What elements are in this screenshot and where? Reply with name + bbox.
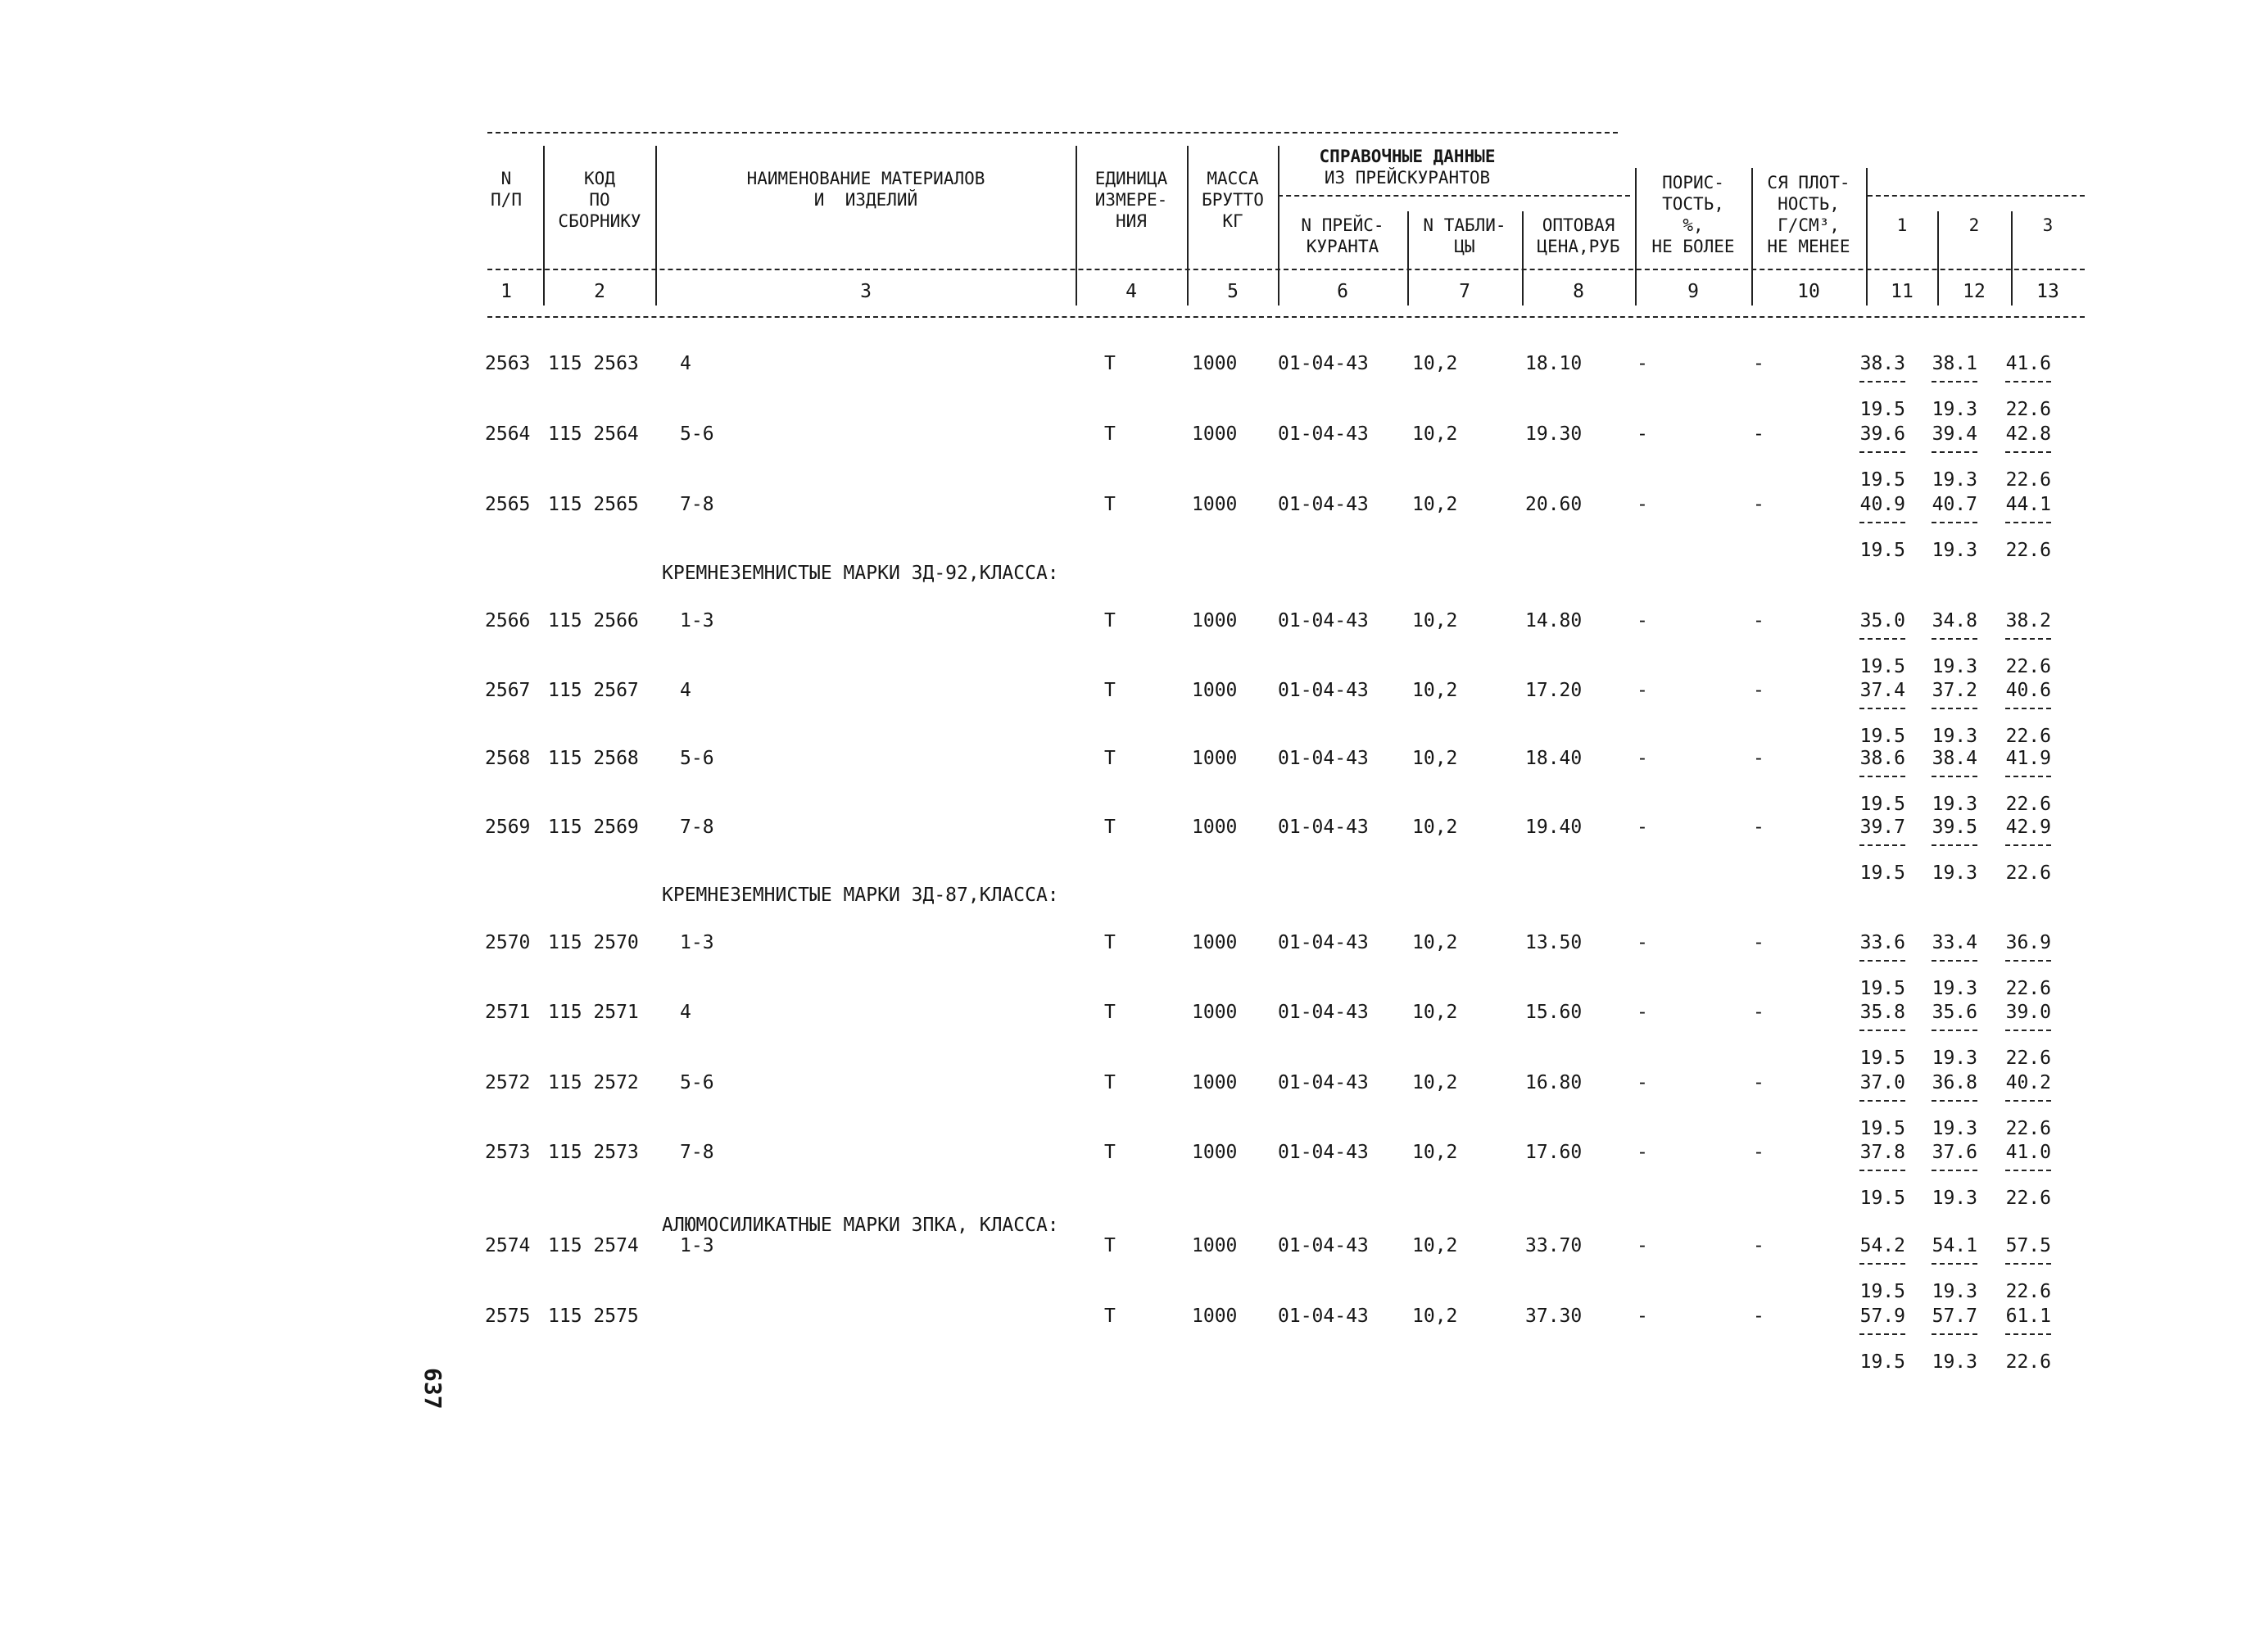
header-col3: НАИМЕНОВАНИЕ МАТЕРИАЛОВ И ИЗДЕЛИЙ	[746, 169, 985, 210]
header-col11: 1	[1896, 215, 1908, 235]
row-name: 5-6	[680, 748, 714, 769]
row-table: 10,2	[1412, 494, 1458, 515]
row-name: 1-3	[680, 1235, 714, 1256]
row-table: 10,2	[1412, 932, 1458, 953]
row-denominator-d2: 19.3	[1932, 794, 1977, 815]
row-number: 2571	[485, 1002, 531, 1023]
header-separator	[1278, 146, 1279, 306]
row-unit: Т	[1104, 817, 1116, 838]
row-table: 10,2	[1412, 610, 1458, 631]
row-pricelist: 01-04-43	[1278, 423, 1369, 445]
row-denominator-d1: 19.5	[1859, 1351, 1905, 1373]
row-unit: Т	[1104, 610, 1116, 631]
row-mass: 1000	[1192, 1002, 1238, 1023]
row-denominator-d3: 22.6	[2005, 656, 2051, 677]
row-porosity: -	[1637, 680, 1648, 701]
fraction-bar	[1932, 638, 1977, 640]
row-density: -	[1753, 932, 1764, 953]
row-value-v3: 42.8	[2005, 423, 2051, 445]
header-col1: N П/П	[491, 169, 522, 210]
row-denominator-d3: 22.6	[2005, 469, 2051, 491]
column-number: 2	[594, 281, 605, 302]
row-denominator-d3: 22.6	[2005, 1118, 2051, 1139]
row-value-v2: 38.4	[1932, 748, 1977, 769]
column-number: 10	[1797, 281, 1820, 302]
row-code: 115 2563	[548, 353, 639, 374]
row-denominator-d1: 19.5	[1859, 469, 1905, 491]
row-value-v2: 36.8	[1932, 1072, 1977, 1093]
row-name: 4	[680, 353, 691, 374]
row-denominator-d2: 19.3	[1932, 1351, 1977, 1373]
row-name: 1-3	[680, 932, 714, 953]
row-pricelist: 01-04-43	[1278, 1002, 1369, 1023]
row-denominator-d2: 19.3	[1932, 1281, 1977, 1302]
row-number: 2573	[485, 1142, 531, 1163]
row-pricelist: 01-04-43	[1278, 748, 1369, 769]
row-denominator-d2: 19.3	[1932, 656, 1977, 677]
row-denominator-d3: 22.6	[2005, 1281, 2051, 1302]
row-porosity: -	[1637, 748, 1648, 769]
fraction-bar	[1859, 960, 1905, 962]
row-number: 2566	[485, 610, 531, 631]
row-price: 14.80	[1525, 610, 1583, 631]
row-porosity: -	[1637, 1306, 1648, 1327]
fraction-bar	[2005, 776, 2051, 777]
row-name: 5-6	[680, 1072, 714, 1093]
row-porosity: -	[1637, 932, 1648, 953]
fraction-bar	[1932, 776, 1977, 777]
row-value-v3: 40.6	[2005, 680, 2051, 701]
row-value-v2: 33.4	[1932, 932, 1977, 953]
header-bottom-rule	[487, 316, 2085, 318]
fraction-bar	[1932, 844, 1977, 846]
header-separator	[1751, 168, 1753, 306]
fraction-bar	[2005, 522, 2051, 523]
row-number: 2565	[485, 494, 531, 515]
group-label: АЛЮМОСИЛИКАТНЫЕ МАРКИ ЗПКА, КЛАССА:	[662, 1215, 1059, 1236]
row-value-v3: 42.9	[2005, 817, 2051, 838]
row-value-v3: 61.1	[2005, 1306, 2051, 1327]
row-value-v2: 37.2	[1932, 680, 1977, 701]
column-number: 13	[2036, 281, 2059, 302]
fraction-bar	[1932, 381, 1977, 382]
header-separator	[1407, 211, 1409, 306]
row-value-v2: 38.1	[1932, 353, 1977, 374]
row-value-v3: 39.0	[2005, 1002, 2051, 1023]
row-value-v1: 33.6	[1859, 932, 1905, 953]
row-denominator-d2: 19.3	[1932, 1118, 1977, 1139]
fraction-bar	[1932, 1030, 1977, 1031]
row-mass: 1000	[1192, 680, 1238, 701]
row-mass: 1000	[1192, 1235, 1238, 1256]
row-value-v1: 54.2	[1859, 1235, 1905, 1256]
fraction-bar	[1859, 708, 1905, 709]
row-pricelist: 01-04-43	[1278, 353, 1369, 374]
row-denominator-d3: 22.6	[2005, 1351, 2051, 1373]
row-value-v3: 40.2	[2005, 1072, 2051, 1093]
ref-group-rule	[1278, 195, 1630, 197]
row-value-v1: 57.9	[1859, 1306, 1905, 1327]
row-denominator-d1: 19.5	[1859, 1048, 1905, 1069]
row-denominator-d2: 19.3	[1932, 399, 1977, 420]
row-price: 18.10	[1525, 353, 1583, 374]
row-table: 10,2	[1412, 423, 1458, 445]
row-denominator-d3: 22.6	[2005, 1048, 2051, 1069]
fraction-bar	[2005, 1333, 2051, 1335]
row-value-v2: 34.8	[1932, 610, 1977, 631]
fraction-bar	[1932, 708, 1977, 709]
row-value-v3: 57.5	[2005, 1235, 2051, 1256]
fraction-bar	[1932, 451, 1977, 453]
header-col2: КОД ПО СБОРНИКУ	[558, 169, 641, 231]
row-value-v2: 54.1	[1932, 1235, 1977, 1256]
row-mass: 1000	[1192, 748, 1238, 769]
fraction-bar	[2005, 381, 2051, 382]
fraction-bar	[1932, 1170, 1977, 1171]
row-unit: Т	[1104, 748, 1116, 769]
row-table: 10,2	[1412, 680, 1458, 701]
row-name: 1-3	[680, 610, 714, 631]
row-name: 7-8	[680, 1142, 714, 1163]
fraction-bar	[1859, 451, 1905, 453]
row-denominator-d2: 19.3	[1932, 540, 1977, 561]
row-density: -	[1753, 680, 1764, 701]
row-porosity: -	[1637, 1235, 1648, 1256]
row-value-v1: 35.0	[1859, 610, 1905, 631]
row-density: -	[1753, 817, 1764, 838]
row-table: 10,2	[1412, 1142, 1458, 1163]
row-value-v3: 41.9	[2005, 748, 2051, 769]
row-density: -	[1753, 1002, 1764, 1023]
row-table: 10,2	[1412, 748, 1458, 769]
fraction-bar	[2005, 844, 2051, 846]
row-denominator-d2: 19.3	[1932, 978, 1977, 999]
fraction-bar	[2005, 960, 2051, 962]
row-denominator-d2: 19.3	[1932, 862, 1977, 884]
header-mid-rule	[487, 269, 2085, 270]
row-mass: 1000	[1192, 1306, 1238, 1327]
row-mass: 1000	[1192, 423, 1238, 445]
column-number: 4	[1125, 281, 1137, 302]
row-price: 17.60	[1525, 1142, 1583, 1163]
row-density: -	[1753, 610, 1764, 631]
row-denominator-d1: 19.5	[1859, 862, 1905, 884]
density-group-rule	[1868, 195, 2085, 197]
row-code: 115 2572	[548, 1072, 639, 1093]
row-table: 10,2	[1412, 1002, 1458, 1023]
fraction-bar	[1859, 638, 1905, 640]
column-number: 5	[1227, 281, 1239, 302]
row-number: 2564	[485, 423, 531, 445]
row-mass: 1000	[1192, 494, 1238, 515]
row-value-v1: 37.4	[1859, 680, 1905, 701]
header-separator	[655, 146, 657, 306]
row-number: 2568	[485, 748, 531, 769]
row-value-v1: 40.9	[1859, 494, 1905, 515]
row-unit: Т	[1104, 1235, 1116, 1256]
row-name: 7-8	[680, 494, 714, 515]
row-number: 2574	[485, 1235, 531, 1256]
row-porosity: -	[1637, 353, 1648, 374]
fraction-bar	[1859, 844, 1905, 846]
row-pricelist: 01-04-43	[1278, 932, 1369, 953]
header-separator	[1635, 168, 1637, 306]
header-col13: 3	[2042, 215, 2054, 235]
row-denominator-d1: 19.5	[1859, 1188, 1905, 1209]
row-table: 10,2	[1412, 1306, 1458, 1327]
row-denominator-d2: 19.3	[1932, 1188, 1977, 1209]
row-price: 37.30	[1525, 1306, 1583, 1327]
row-porosity: -	[1637, 817, 1648, 838]
row-number: 2563	[485, 353, 531, 374]
row-price: 17.20	[1525, 680, 1583, 701]
row-value-v1: 39.7	[1859, 817, 1905, 838]
row-pricelist: 01-04-43	[1278, 1235, 1369, 1256]
column-number: 6	[1337, 281, 1348, 302]
row-table: 10,2	[1412, 817, 1458, 838]
row-density: -	[1753, 353, 1764, 374]
row-unit: Т	[1104, 1072, 1116, 1093]
row-denominator-d2: 19.3	[1932, 1048, 1977, 1069]
fraction-bar	[2005, 1030, 2051, 1031]
header-separator	[1187, 146, 1189, 306]
fraction-bar	[1932, 522, 1977, 523]
row-value-v3: 41.0	[2005, 1142, 2051, 1163]
header-col4: ЕДИНИЦА ИЗМЕРЕ- НИЯ	[1094, 169, 1168, 231]
row-denominator-d2: 19.3	[1932, 726, 1977, 747]
row-unit: Т	[1104, 680, 1116, 701]
row-density: -	[1753, 423, 1764, 445]
row-density: -	[1753, 494, 1764, 515]
row-code: 115 2565	[548, 494, 639, 515]
row-mass: 1000	[1192, 1142, 1238, 1163]
header-separator	[1522, 211, 1524, 306]
row-mass: 1000	[1192, 610, 1238, 631]
row-value-v2: 35.6	[1932, 1002, 1977, 1023]
row-code: 115 2566	[548, 610, 639, 631]
row-code: 115 2568	[548, 748, 639, 769]
column-number: 8	[1573, 281, 1584, 302]
row-porosity: -	[1637, 1002, 1648, 1023]
row-pricelist: 01-04-43	[1278, 494, 1369, 515]
row-code: 115 2571	[548, 1002, 639, 1023]
page-number: 637	[419, 1368, 446, 1410]
fraction-bar	[1859, 1100, 1905, 1102]
fraction-bar	[2005, 1100, 2051, 1102]
row-denominator-d1: 19.5	[1859, 726, 1905, 747]
row-density: -	[1753, 1142, 1764, 1163]
row-code: 115 2570	[548, 932, 639, 953]
row-value-v2: 57.7	[1932, 1306, 1977, 1327]
row-price: 19.40	[1525, 817, 1583, 838]
row-pricelist: 01-04-43	[1278, 1142, 1369, 1163]
row-denominator-d1: 19.5	[1859, 540, 1905, 561]
row-value-v2: 40.7	[1932, 494, 1977, 515]
column-number: 3	[860, 281, 872, 302]
row-denominator-d1: 19.5	[1859, 399, 1905, 420]
row-table: 10,2	[1412, 1072, 1458, 1093]
row-value-v2: 39.5	[1932, 817, 1977, 838]
header-top-rule	[487, 132, 1618, 134]
row-code: 115 2567	[548, 680, 639, 701]
row-unit: Т	[1104, 423, 1116, 445]
row-price: 15.60	[1525, 1002, 1583, 1023]
row-code: 115 2575	[548, 1306, 639, 1327]
row-code: 115 2573	[548, 1142, 639, 1163]
row-denominator-d3: 22.6	[2005, 540, 2051, 561]
fraction-bar	[2005, 708, 2051, 709]
row-value-v1: 35.8	[1859, 1002, 1905, 1023]
row-name: 7-8	[680, 817, 714, 838]
row-porosity: -	[1637, 1072, 1648, 1093]
header-col12: 2	[1968, 215, 1980, 235]
row-pricelist: 01-04-43	[1278, 680, 1369, 701]
header-ref-group: СПРАВОЧНЫЕ ДАННЫЕ ИЗ ПРЕЙСКУРАНТОВ	[1319, 147, 1496, 188]
row-porosity: -	[1637, 1142, 1648, 1163]
column-number: 1	[500, 281, 512, 302]
row-number: 2575	[485, 1306, 531, 1327]
fraction-bar	[1859, 1030, 1905, 1031]
row-value-v1: 39.6	[1859, 423, 1905, 445]
row-price: 13.50	[1525, 932, 1583, 953]
fraction-bar	[1859, 776, 1905, 777]
row-unit: Т	[1104, 494, 1116, 515]
row-porosity: -	[1637, 610, 1648, 631]
fraction-bar	[2005, 638, 2051, 640]
row-price: 16.80	[1525, 1072, 1583, 1093]
fraction-bar	[1932, 1100, 1977, 1102]
row-value-v2: 37.6	[1932, 1142, 1977, 1163]
column-number: 11	[1891, 281, 1914, 302]
row-mass: 1000	[1192, 353, 1238, 374]
row-density: -	[1753, 1072, 1764, 1093]
header-separator	[2011, 211, 2013, 306]
row-value-v3: 41.6	[2005, 353, 2051, 374]
row-name: 4	[680, 680, 691, 701]
row-name: 4	[680, 1002, 691, 1023]
row-denominator-d3: 22.6	[2005, 978, 2051, 999]
row-denominator-d1: 19.5	[1859, 656, 1905, 677]
row-porosity: -	[1637, 494, 1648, 515]
row-table: 10,2	[1412, 353, 1458, 374]
row-code: 115 2574	[548, 1235, 639, 1256]
header-col9: ПОРИС- ТОСТЬ, %, НЕ БОЛЕЕ	[1651, 173, 1735, 256]
row-denominator-d1: 19.5	[1859, 1118, 1905, 1139]
row-denominator-d3: 22.6	[2005, 399, 2051, 420]
row-denominator-d1: 19.5	[1859, 1281, 1905, 1302]
fraction-bar	[2005, 1170, 2051, 1171]
header-separator	[543, 146, 545, 306]
row-density: -	[1753, 748, 1764, 769]
row-value-v1: 37.8	[1859, 1142, 1905, 1163]
row-unit: Т	[1104, 353, 1116, 374]
row-code: 115 2564	[548, 423, 639, 445]
fraction-bar	[1859, 1333, 1905, 1335]
fraction-bar	[1859, 522, 1905, 523]
row-price: 19.30	[1525, 423, 1583, 445]
row-pricelist: 01-04-43	[1278, 1072, 1369, 1093]
row-price: 20.60	[1525, 494, 1583, 515]
group-label: КРЕМНЕЗЕМНИСТЫЕ МАРКИ ЗД-92,КЛАССА:	[662, 563, 1059, 584]
row-value-v2: 39.4	[1932, 423, 1977, 445]
row-number: 2572	[485, 1072, 531, 1093]
row-unit: Т	[1104, 1002, 1116, 1023]
row-denominator-d3: 22.6	[2005, 862, 2051, 884]
fraction-bar	[1859, 1263, 1905, 1265]
row-value-v3: 38.2	[2005, 610, 2051, 631]
header-col8: ОПТОВАЯ ЦЕНА,РУБ	[1537, 215, 1620, 256]
header-separator	[1076, 146, 1077, 306]
row-pricelist: 01-04-43	[1278, 817, 1369, 838]
row-value-v3: 36.9	[2005, 932, 2051, 953]
row-denominator-d2: 19.3	[1932, 469, 1977, 491]
row-price: 18.40	[1525, 748, 1583, 769]
header-col7: N ТАБЛИ- ЦЫ	[1423, 215, 1506, 256]
row-value-v3: 44.1	[2005, 494, 2051, 515]
row-mass: 1000	[1192, 817, 1238, 838]
row-table: 10,2	[1412, 1235, 1458, 1256]
fraction-bar	[2005, 1263, 2051, 1265]
row-porosity: -	[1637, 423, 1648, 445]
fraction-bar	[2005, 451, 2051, 453]
fraction-bar	[1859, 381, 1905, 382]
row-name: 5-6	[680, 423, 714, 445]
row-denominator-d3: 22.6	[2005, 726, 2051, 747]
fraction-bar	[1859, 1170, 1905, 1171]
fraction-bar	[1932, 1263, 1977, 1265]
row-unit: Т	[1104, 1142, 1116, 1163]
row-value-v1: 37.0	[1859, 1072, 1905, 1093]
fraction-bar	[1932, 960, 1977, 962]
row-density: -	[1753, 1235, 1764, 1256]
row-value-v1: 38.6	[1859, 748, 1905, 769]
column-number: 12	[1963, 281, 1986, 302]
row-unit: Т	[1104, 1306, 1116, 1327]
row-price: 33.70	[1525, 1235, 1583, 1256]
row-pricelist: 01-04-43	[1278, 1306, 1369, 1327]
header-separator	[1866, 168, 1868, 306]
header-col5: МАССА БРУТТО КГ	[1202, 169, 1264, 231]
column-number: 9	[1687, 281, 1699, 302]
row-denominator-d3: 22.6	[2005, 1188, 2051, 1209]
row-density: -	[1753, 1306, 1764, 1327]
row-denominator-d1: 19.5	[1859, 794, 1905, 815]
header-col6: N ПРЕЙС- КУРАНТА	[1301, 215, 1384, 256]
column-number: 7	[1459, 281, 1470, 302]
header-col10: СЯ ПЛОТ- НОСТЬ, Г/СМ³, НЕ МЕНЕЕ	[1767, 173, 1850, 256]
row-number: 2569	[485, 817, 531, 838]
row-pricelist: 01-04-43	[1278, 610, 1369, 631]
group-label: КРЕМНЕЗЕМНИСТЫЕ МАРКИ ЗД-87,КЛАССА:	[662, 885, 1059, 906]
row-code: 115 2569	[548, 817, 639, 838]
header-separator	[1937, 211, 1939, 306]
row-denominator-d1: 19.5	[1859, 978, 1905, 999]
row-number: 2567	[485, 680, 531, 701]
row-mass: 1000	[1192, 1072, 1238, 1093]
fraction-bar	[1932, 1333, 1977, 1335]
row-value-v1: 38.3	[1859, 353, 1905, 374]
row-denominator-d3: 22.6	[2005, 794, 2051, 815]
row-mass: 1000	[1192, 932, 1238, 953]
row-unit: Т	[1104, 932, 1116, 953]
row-number: 2570	[485, 932, 531, 953]
